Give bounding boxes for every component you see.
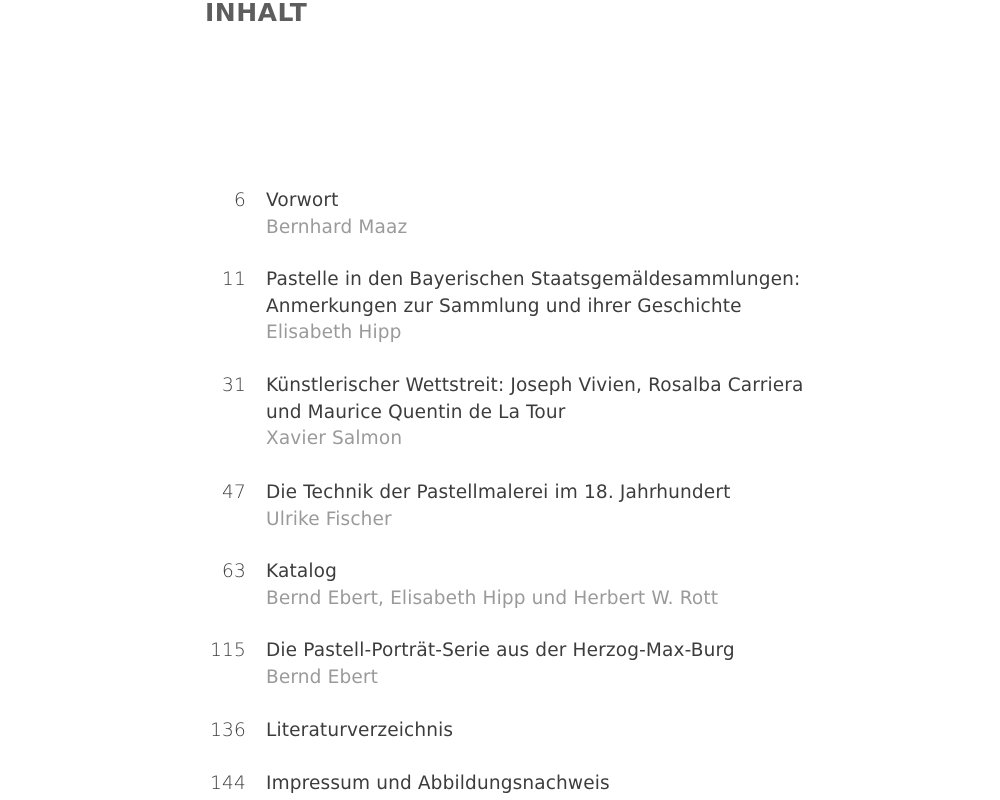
toc-entry-author: Bernd Ebert [266,666,379,688]
toc-entry-title: Die Technik der Pastellmalerei im 18. Jahrhundert [266,482,731,503]
toc-page-number: 31 [222,375,246,396]
toc-page-number: 115 [210,640,246,661]
toc-page-number: 6 [234,190,246,211]
toc-entry-title: Literaturverzeichnis [266,720,454,741]
toc-entry-title-line-2: Anmerkungen zur Sammlung und ihrer Geschichte [266,295,742,317]
toc-entry-author: Ulrike Fischer [266,508,392,530]
toc-entry-title: Vorwort [266,190,339,211]
toc-page-number: 144 [210,773,246,794]
toc-entry-author: Bernhard Maaz [266,216,408,238]
toc-page-number: 136 [210,720,246,741]
toc-entry-author: Elisabeth Hipp [266,322,402,343]
page-title: INHALT [205,0,308,27]
toc-entry-title: Impressum und Abbildungsnachweis [266,773,610,794]
toc-entry-title-line-1: Künstlerischer Wettstreit: Joseph Vivien, Rosalba Carriera [266,375,804,396]
toc-entry-title: Die Pastell-Porträt-Serie aus der Herzog-Max-Burg [266,640,735,661]
toc-entry-author: Xavier Salmon [266,428,403,449]
toc-page-number: 11 [222,269,246,290]
toc-entry-title-line-2: und Maurice Quentin de La Tour [266,401,566,423]
toc-entry-title-line-1: Pastelle in den Bayerischen Staatsgemäldesammlungen: [266,269,801,290]
toc-entry-author: Bernd Ebert, Elisabeth Hipp und Herbert W. Rott [266,587,719,609]
toc-page-number: 63 [222,561,246,582]
toc-page-number: 47 [222,482,246,503]
toc-entry-title: Katalog [266,561,337,582]
